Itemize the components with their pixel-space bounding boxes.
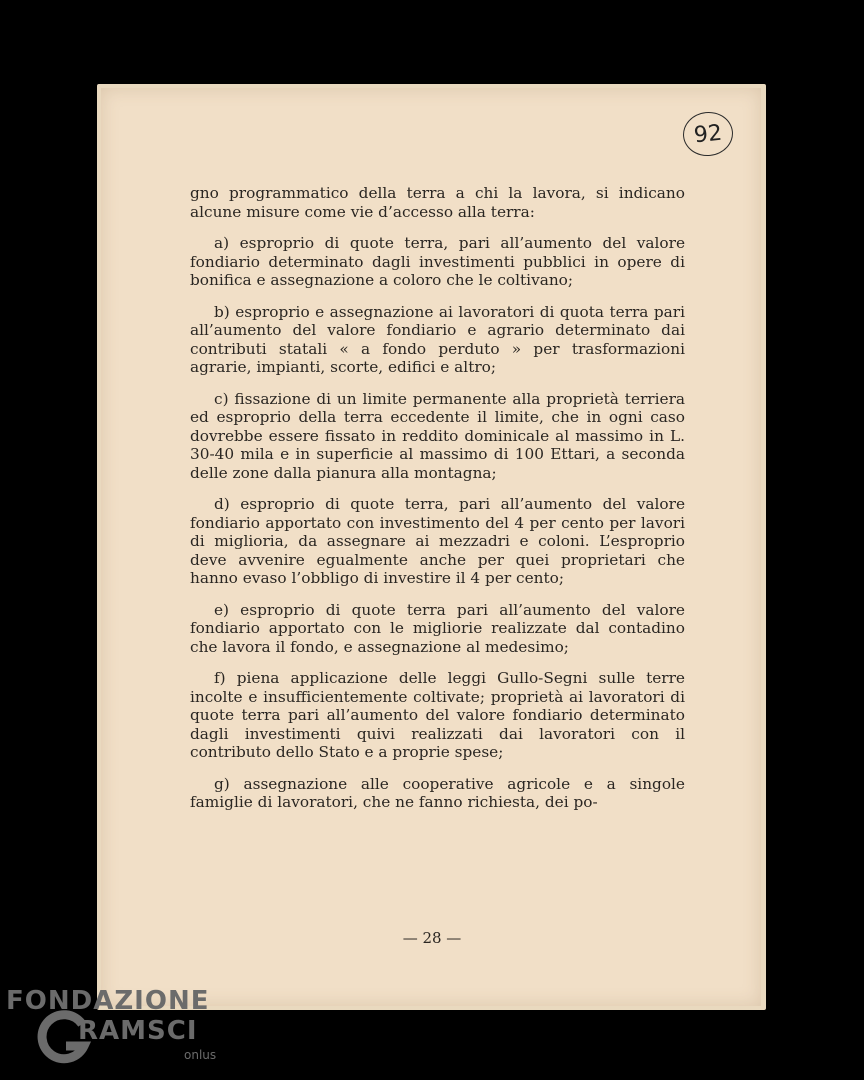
list-item-d: d) esproprio di quote terra, pari all’aumento del valore fondiario apportato con investimento del 4 per cento per lavori di miglioria, da assegnare ai mezzadri e coloni. L’esproprio deve avvenire egualmente anche per quei proprietari che hanno evaso l’obbligo di investire il 4 per cento; xyxy=(190,495,685,587)
handwritten-page-number: 92 xyxy=(681,110,735,159)
watermark-line2: RAMSCI xyxy=(78,1016,198,1046)
list-item-f: f) piena applicazione delle leggi Gullo-Segni sulle terre incolte e insufficientemente coltivate; proprietà ai lavoratori di quote terra pari all’aumento del valore fondiario determinato dagli investimenti quivi realizzati dai lavoratori con il contributo dello Stato e a proprie spese; xyxy=(190,669,685,761)
list-item-a: a) esproprio di quote terra, pari all’aumento del valore fondiario determinato dagli investimenti pubblici in opere di bonifica e assegnazione a coloro che le coltivano; xyxy=(190,234,685,289)
body-text xyxy=(190,184,685,812)
intro-paragraph: gno programmatico della terra a chi la lavora, si indicano alcune misure come vie d’accesso alla terra: xyxy=(190,184,685,221)
watermark-line3: onlus xyxy=(184,1048,217,1062)
fondazione-gramsci-watermark xyxy=(6,986,226,1076)
list-item-c: c) fissazione di un limite permanente alla proprietà terriera ed esproprio della terra eccedente il limite, che in ogni caso dovrebbe essere fissato in reddito dominicale al massimo in L. 30-40 mila e in superficie al massimo di 100 Ettari, a seconda delle zone dalla pianura alla montagna; xyxy=(190,389,685,482)
watermark-line1: FONDAZIONE xyxy=(6,986,210,1016)
list-item-b: b) esproprio e assegnazione ai lavoratori di quota terra pari all’aumento del valore fondiario e agrario determinato dai contributi statali « a fondo perduto » per trasformazioni agrarie, impianti, scorte, edifici e altro; xyxy=(190,302,685,376)
list-item-g: g) assegnazione alle cooperative agricole e a singole famiglie di lavoratori, che ne fanno richiesta, dei po- xyxy=(190,774,685,811)
page-footer-number: — 28 — xyxy=(402,929,462,947)
list-item-e: e) esproprio di quote terra pari all’aumento del valore fondiario apportato con le migliorie realizzate dal contadino che lavora il fondo, e assegnazione al medesimo; xyxy=(190,600,685,656)
